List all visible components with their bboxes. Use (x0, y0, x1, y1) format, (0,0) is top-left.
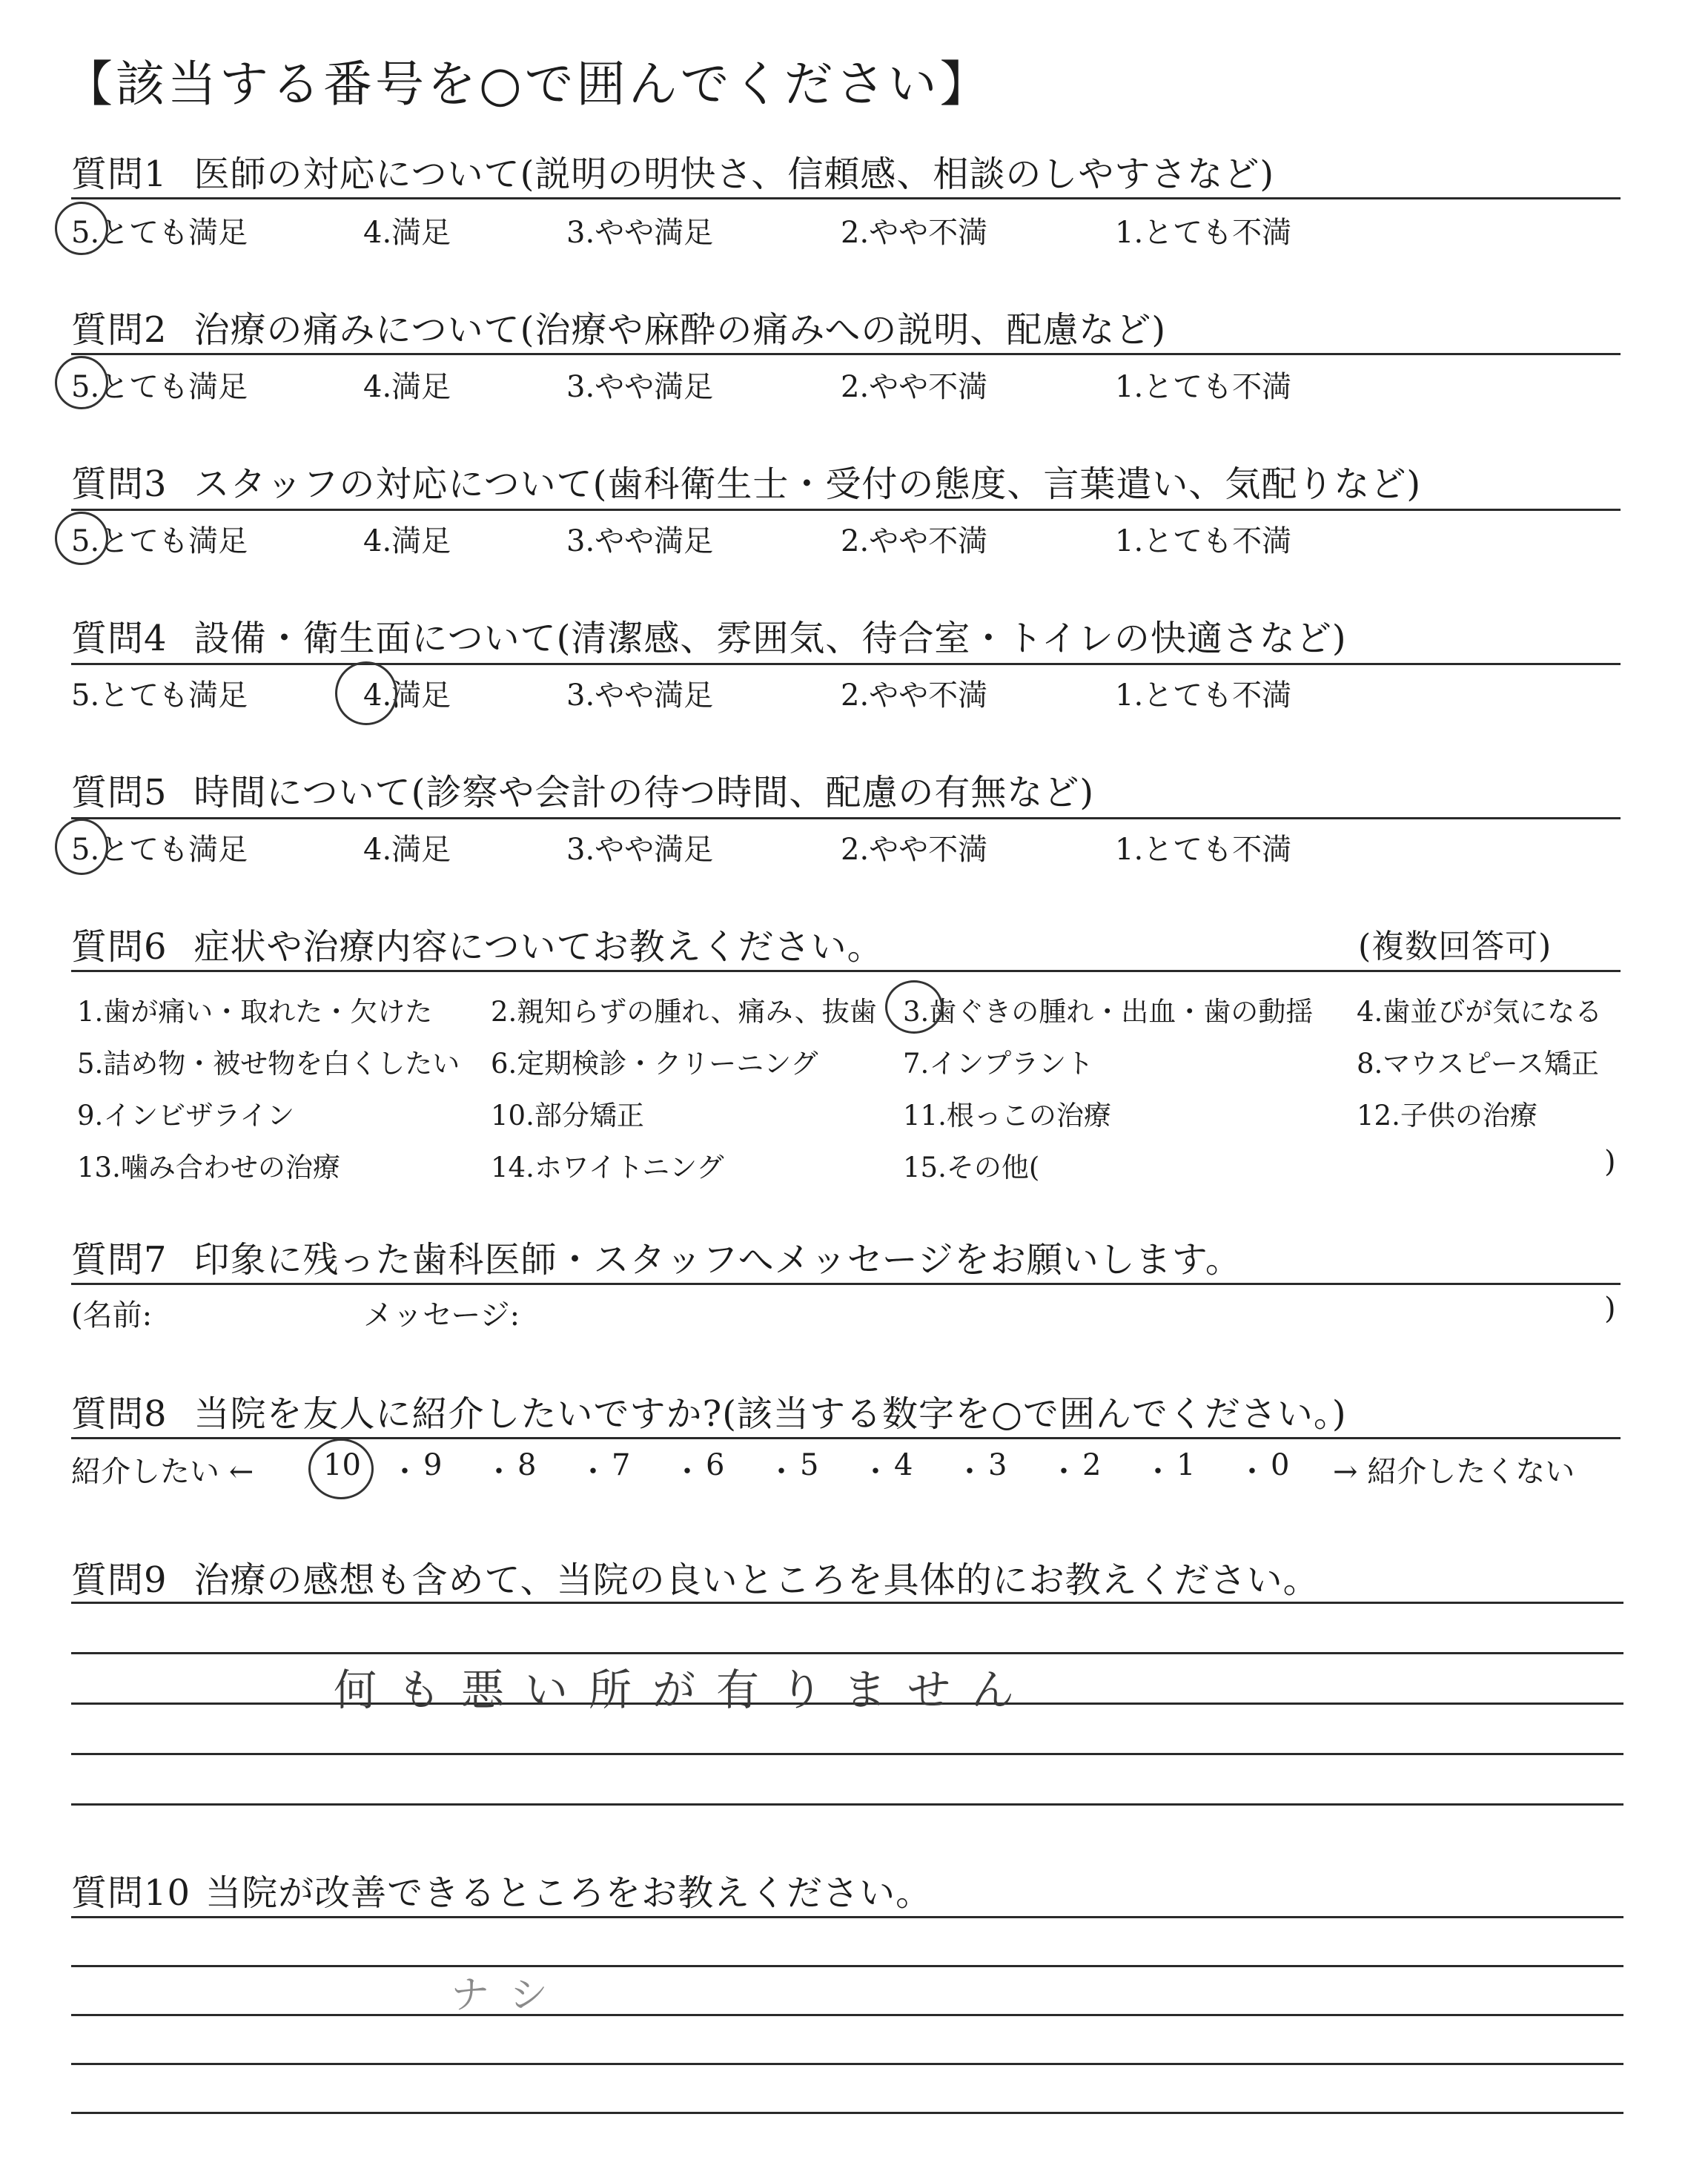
selection-circle (55, 202, 108, 255)
question-10-number: 質問10 (71, 1872, 191, 1914)
q7-close-paren: ) (1604, 1292, 1616, 1326)
divider (71, 509, 1621, 511)
scale-value-0[interactable]: 0 (1271, 1448, 1290, 1482)
q2-option-2[interactable]: 2.やや不満 (841, 370, 988, 404)
scale-value-10[interactable]: 10 (323, 1448, 361, 1482)
writing-line (71, 1652, 1623, 1654)
q1-option-2[interactable]: 2.やや不満 (841, 216, 988, 250)
question-9 (71, 1551, 1320, 1602)
divider (71, 663, 1621, 665)
writing-line (71, 1916, 1623, 1918)
q9-handwritten-answer: 何も悪い所が有りません (334, 1665, 1036, 1715)
divider (71, 1437, 1621, 1439)
scale-separator: ・ (1237, 1455, 1267, 1489)
selection-circle (308, 1439, 374, 1499)
q3-option-1[interactable]: 1.とても不満 (1115, 524, 1292, 558)
divider (71, 817, 1621, 819)
question-5-number: 質問5 (71, 772, 168, 813)
q4-option-4[interactable]: 4.満足 (363, 678, 451, 713)
writing-line (71, 1602, 1623, 1604)
q5-option-2[interactable]: 2.やや不満 (841, 833, 988, 867)
multiple-answer-note: (複数回答可) (1358, 928, 1552, 965)
q3-option-2[interactable]: 2.やや不満 (841, 524, 988, 558)
divider (71, 353, 1621, 355)
q2-option-4[interactable]: 4.満足 (363, 370, 451, 404)
scale-value-1[interactable]: 1 (1176, 1448, 1196, 1482)
question-1-text: 医師の対応について(説明の明快さ、信頼感、相談のしやすさなど) (193, 153, 1275, 195)
message-field-label: メッセージ: (363, 1298, 520, 1332)
q6-option-3[interactable]: 3.歯ぐきの腫れ・出血・歯の動揺 (903, 996, 1314, 1028)
selection-circle (55, 512, 108, 565)
question-3-number: 質問3 (71, 463, 168, 505)
scale-separator: ・ (1049, 1455, 1079, 1489)
q5-option-5[interactable]: 5.とても満足 (71, 833, 248, 867)
q5-option-3[interactable]: 3.やや満足 (566, 833, 714, 867)
question-6 (71, 918, 884, 969)
question-7 (71, 1231, 1242, 1282)
q6-option-2[interactable]: 2.親知らずの腫れ、痛み、抜歯 (491, 996, 877, 1028)
scale-separator: ・ (955, 1455, 984, 1489)
q3-option-5[interactable]: 5.とても満足 (71, 524, 248, 558)
q1-option-4[interactable]: 4.満足 (363, 216, 451, 250)
scale-separator: ・ (1143, 1455, 1173, 1489)
q4-option-2[interactable]: 2.やや不満 (841, 678, 988, 713)
q6-option-12[interactable]: 12.子供の治療 (1357, 1100, 1537, 1132)
scale-right-label: → 紹介したくない (1333, 1455, 1575, 1489)
scale-value-5[interactable]: 5 (800, 1448, 819, 1482)
q6-option-15[interactable]: 15.その他( (903, 1152, 1040, 1183)
q6-option-5[interactable]: 5.詰め物・被せ物を白くしたい (77, 1048, 460, 1080)
writing-line (71, 1803, 1623, 1806)
question-10 (71, 1864, 932, 1915)
scale-value-9[interactable]: 9 (423, 1448, 443, 1482)
question-5-text: 時間について(診察や会計の待つ時間、配慮の有無など) (193, 772, 1095, 813)
question-8-text: 当院を友人に紹介したいですか?(該当する数字を○で囲んでください。) (193, 1393, 1347, 1435)
scale-separator: ・ (484, 1455, 514, 1489)
question-3 (71, 455, 1421, 506)
scale-separator: ・ (672, 1455, 702, 1489)
q3-option-4[interactable]: 4.満足 (363, 524, 451, 558)
q2-option-3[interactable]: 3.やや満足 (566, 370, 714, 404)
q6-option-8[interactable]: 8.マウスピース矯正 (1357, 1048, 1599, 1080)
question-7-text: 印象に残った歯科医師・スタッフへメッセージをお願いします。 (193, 1239, 1242, 1281)
question-6-text: 症状や治療内容についてお教えください。 (193, 926, 884, 968)
q5-option-4[interactable]: 4.満足 (363, 833, 451, 867)
question-1 (71, 145, 1274, 196)
question-4-number: 質問4 (71, 618, 168, 659)
divider (71, 1283, 1621, 1285)
question-4-text: 設備・衛生面について(清潔感、雰囲気、待合室・トイレの快適さなど) (193, 618, 1347, 659)
q2-option-1[interactable]: 1.とても不満 (1115, 370, 1292, 404)
question-10-text: 当院が改善できるところをお教えください。 (205, 1872, 933, 1914)
question-2-number: 質問2 (71, 309, 168, 351)
q6-option-1[interactable]: 1.歯が痛い・取れた・欠けた (77, 996, 433, 1028)
q4-option-1[interactable]: 1.とても不満 (1115, 678, 1292, 713)
selection-circle (335, 661, 397, 725)
writing-line (71, 2063, 1623, 2065)
q1-option-5[interactable]: 5.とても満足 (71, 216, 248, 250)
question-9-text: 治療の感想も含めて、当院の良いところを具体的にお教えください。 (193, 1559, 1320, 1601)
question-8-number: 質問8 (71, 1393, 168, 1435)
question-3-text: スタッフの対応について(歯科衛生士・受付の態度、言葉遣い、気配りなど) (193, 463, 1422, 505)
q6-option-6[interactable]: 6.定期検診・クリーニング (491, 1048, 818, 1080)
q2-option-5[interactable]: 5.とても満足 (71, 370, 248, 404)
q6-option-4[interactable]: 4.歯並びが気になる (1357, 996, 1603, 1028)
scale-value-2[interactable]: 2 (1082, 1448, 1102, 1482)
selection-circle (55, 356, 108, 409)
selection-circle (885, 980, 943, 1034)
question-9-number: 質問9 (71, 1559, 168, 1601)
q4-option-3[interactable]: 3.やや満足 (566, 678, 714, 713)
question-2 (71, 301, 1166, 352)
page-title: 【該当する番号を○で囲んでください】 (64, 56, 992, 113)
q6-other-close-paren: ) (1604, 1145, 1616, 1179)
q1-option-1[interactable]: 1.とても不満 (1115, 216, 1292, 250)
scale-separator: ・ (390, 1455, 420, 1489)
scale-left-label: 紹介したい ← (71, 1455, 254, 1489)
q5-option-1[interactable]: 1.とても不満 (1115, 833, 1292, 867)
name-field-label: (名前: (71, 1298, 153, 1332)
question-7-number: 質問7 (71, 1239, 168, 1281)
q6-option-7[interactable]: 7.インプラント (903, 1048, 1094, 1080)
divider (71, 970, 1621, 972)
q6-option-11[interactable]: 11.根っこの治療 (903, 1100, 1111, 1132)
q10-handwritten-answer: ナシ (451, 1973, 569, 2018)
question-2-text: 治療の痛みについて(治療や麻酔の痛みへの説明、配慮など) (193, 309, 1167, 351)
writing-line (71, 1965, 1623, 1967)
question-5 (71, 764, 1094, 815)
divider (71, 197, 1621, 199)
scale-value-7[interactable]: 7 (612, 1448, 631, 1482)
question-4 (71, 610, 1347, 661)
writing-line (71, 2014, 1623, 2016)
scale-separator: ・ (861, 1455, 890, 1489)
scale-value-8[interactable]: 8 (517, 1448, 537, 1482)
writing-line (71, 2112, 1623, 2114)
scale-separator: ・ (578, 1455, 608, 1489)
scale-separator: ・ (767, 1455, 796, 1489)
q3-option-3[interactable]: 3.やや満足 (566, 524, 714, 558)
q6-option-13[interactable]: 13.噛み合わせの治療 (77, 1152, 340, 1183)
q6-option-14[interactable]: 14.ホワイトニング (491, 1152, 724, 1183)
q6-option-9[interactable]: 9.インビザライン (77, 1100, 295, 1132)
scale-value-3[interactable]: 3 (988, 1448, 1007, 1482)
scale-value-6[interactable]: 6 (706, 1448, 725, 1482)
q6-option-10[interactable]: 10.部分矯正 (491, 1100, 644, 1132)
writing-line (71, 1753, 1623, 1755)
question-8 (71, 1385, 1347, 1436)
question-6-number: 質問6 (71, 926, 168, 968)
question-1-number: 質問1 (71, 153, 168, 195)
scale-value-4[interactable]: 4 (894, 1448, 913, 1482)
q1-option-3[interactable]: 3.やや満足 (566, 216, 714, 250)
selection-circle (55, 819, 108, 875)
q4-option-5[interactable]: 5.とても満足 (71, 678, 248, 713)
